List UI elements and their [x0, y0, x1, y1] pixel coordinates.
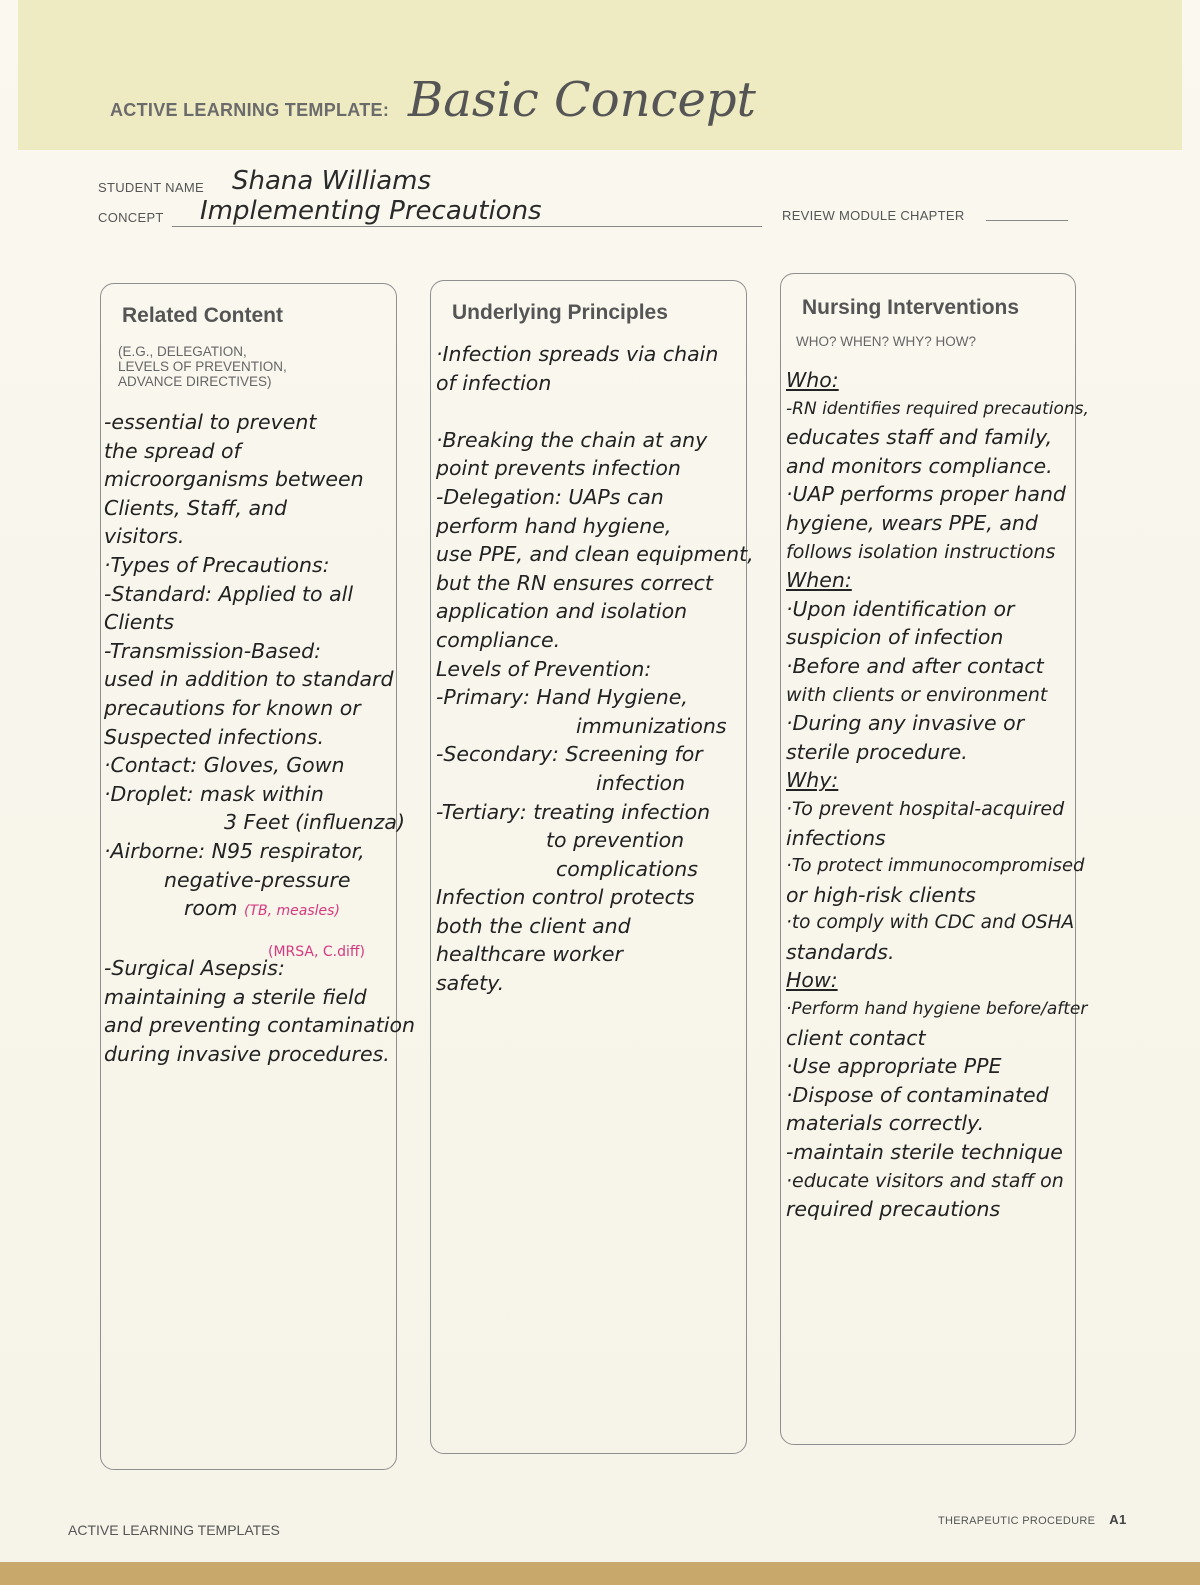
note-line: suspicion of infection: [786, 625, 1004, 650]
review-module-underline[interactable]: [986, 220, 1068, 221]
nursing-interventions-notes[interactable]: [786, 366, 1089, 1224]
note-line: during invasive procedures.: [104, 1042, 390, 1067]
footer-right-label: [938, 1512, 1126, 1527]
note-line: or high-risk clients: [786, 882, 976, 907]
note-line: -Tertiary: treating infection: [436, 799, 711, 824]
note-line: ·Airborne: N95 respirator,: [104, 838, 365, 863]
note-line: materials correctly.: [786, 1111, 985, 1136]
note-line: use PPE, and clean equipment,: [436, 542, 754, 567]
note-line: maintaining a sterile field: [104, 984, 367, 1009]
note-line: the spread of: [104, 438, 241, 463]
underlying-principles-notes[interactable]: [436, 340, 754, 998]
subtitle-line: ADVANCE DIRECTIVES): [118, 374, 272, 389]
airborne-annotation: (TB, measles): [244, 903, 340, 920]
review-module-label: REVIEW MODULE CHAPTER: [782, 208, 965, 223]
note-line: Why:: [786, 768, 839, 793]
note-line: Clients, Staff, and: [104, 495, 288, 520]
note-line: ·To protect immunocompromised: [786, 855, 1085, 877]
note-line: safety.: [436, 971, 505, 996]
note-line: negative-pressure: [164, 867, 351, 892]
note-line: sterile procedure.: [786, 739, 968, 764]
note-line: to prevention: [546, 828, 685, 853]
concept-value[interactable]: Implementing Precautions: [200, 196, 542, 226]
note-line: with clients or environment: [786, 683, 1048, 706]
concept-label: CONCEPT: [98, 210, 164, 225]
note-line: [436, 397, 754, 426]
related-content-notes[interactable]: [104, 408, 415, 1069]
note-line: immunizations: [576, 713, 727, 738]
note-line: Infection control protects: [436, 885, 695, 910]
note-line: precautions for known or: [104, 695, 361, 720]
note-line: required precautions: [786, 1197, 1001, 1222]
subtitle-line: (E.G., DELEGATION,: [118, 344, 247, 359]
note-line: application and isolation: [436, 599, 688, 624]
note-line: infection: [596, 770, 686, 795]
concept-underline: [172, 226, 762, 227]
note-line: Who:: [786, 368, 839, 392]
note-line: perform hand hygiene,: [436, 513, 672, 538]
subtitle-line: LEVELS OF PREVENTION,: [118, 359, 287, 374]
note-line: ·Before and after contact: [786, 653, 1044, 678]
note-line: -Surgical Asepsis:: [104, 956, 285, 981]
note-line: -RN identifies required precautions,: [786, 398, 1089, 419]
note-line: follows isolation instructions: [786, 540, 1056, 563]
note-line: -Delegation: UAPs can: [436, 484, 664, 509]
note-line: How:: [786, 968, 838, 993]
note-line: -Primary: Hand Hygiene,: [436, 685, 688, 710]
note-line: ·Use appropriate PPE: [786, 1054, 1002, 1079]
note-line: -Transmission-Based:: [104, 638, 321, 663]
note-line: ·Types of Precautions:: [104, 552, 330, 577]
note-line: point prevents infection: [436, 456, 681, 481]
note-line: infections: [786, 825, 886, 850]
note-line: When:: [786, 568, 852, 593]
nursing-interventions-title: Nursing Interventions: [802, 296, 1020, 319]
note-line: ·Breaking the chain at any: [436, 427, 708, 452]
note-line: ·Infection spreads via chain: [436, 342, 719, 366]
note-line: ·Perform hand hygiene before/after: [786, 999, 1088, 1020]
footer-left-label: ACTIVE LEARNING TEMPLATES: [68, 1522, 280, 1538]
bottom-edge: [0, 1562, 1200, 1585]
note-line: of infection: [436, 370, 552, 395]
note-line: compliance.: [436, 627, 561, 652]
note-line: ·Upon identification or: [786, 596, 1015, 621]
underlying-principles-title: Underlying Principles: [452, 301, 668, 324]
note-line: Levels of Prevention:: [436, 656, 652, 681]
related-content-title: Related Content: [122, 304, 284, 327]
note-line: standards.: [786, 939, 895, 964]
note-line: educates staff and family,: [786, 425, 1053, 450]
note-line: ·Dispose of contaminated: [786, 1082, 1049, 1107]
note-line: healthcare worker: [436, 942, 623, 967]
page-title: Basic Concept: [408, 72, 756, 128]
note-line: microorganisms between: [104, 467, 364, 492]
note-line-text: room: [184, 896, 238, 921]
note-line: but the RN ensures correct: [436, 570, 713, 595]
student-name-value[interactable]: Shana Williams: [232, 166, 431, 196]
contact-annotation: (MRSA, C.diff): [268, 944, 366, 960]
header-prefix: ACTIVE LEARNING TEMPLATE:: [110, 100, 390, 120]
note-line: ·Droplet: mask within: [104, 781, 324, 806]
footer-code: A1: [1109, 1512, 1127, 1527]
related-content-subtitle: [118, 344, 287, 389]
note-line: visitors.: [104, 524, 185, 549]
note-line: both the client and: [436, 913, 631, 938]
note-line: -essential to prevent: [104, 410, 317, 434]
note-line: hygiene, wears PPE, and: [786, 510, 1038, 535]
nursing-interventions-subtitle: WHO? WHEN? WHY? HOW?: [796, 334, 977, 349]
note-line: Clients: [104, 610, 175, 635]
note-line: ·During any invasive or: [786, 711, 1025, 736]
note-line: client contact: [786, 1025, 926, 1050]
note-line: -Secondary: Screening for: [436, 742, 703, 767]
note-line: -Standard: Applied to all: [104, 581, 354, 606]
note-line: ·To prevent hospital-acquired: [786, 797, 1065, 820]
note-line: -maintain sterile technique: [786, 1140, 1063, 1165]
note-line: ·Contact: Gloves, Gown: [104, 753, 345, 778]
note-line: complications: [556, 856, 698, 881]
note-line: and monitors compliance.: [786, 453, 1053, 478]
note-line: used in addition to standard: [104, 667, 394, 692]
note-line: 3 Feet (influenza): [224, 810, 405, 835]
note-line: ·to comply with CDC and OSHA: [786, 912, 1075, 934]
note-line: and preventing contamination: [104, 1013, 416, 1038]
footer-section: THERAPEUTIC PROCEDURE: [938, 1515, 1096, 1527]
note-line: ·UAP performs proper hand: [786, 482, 1066, 507]
note-line: Suspected infections.: [104, 724, 325, 749]
note-line: ·educate visitors and staff on: [786, 1169, 1064, 1192]
note-line: [104, 894, 415, 926]
student-name-label: STUDENT NAME: [98, 180, 204, 195]
note-line: [104, 926, 415, 955]
